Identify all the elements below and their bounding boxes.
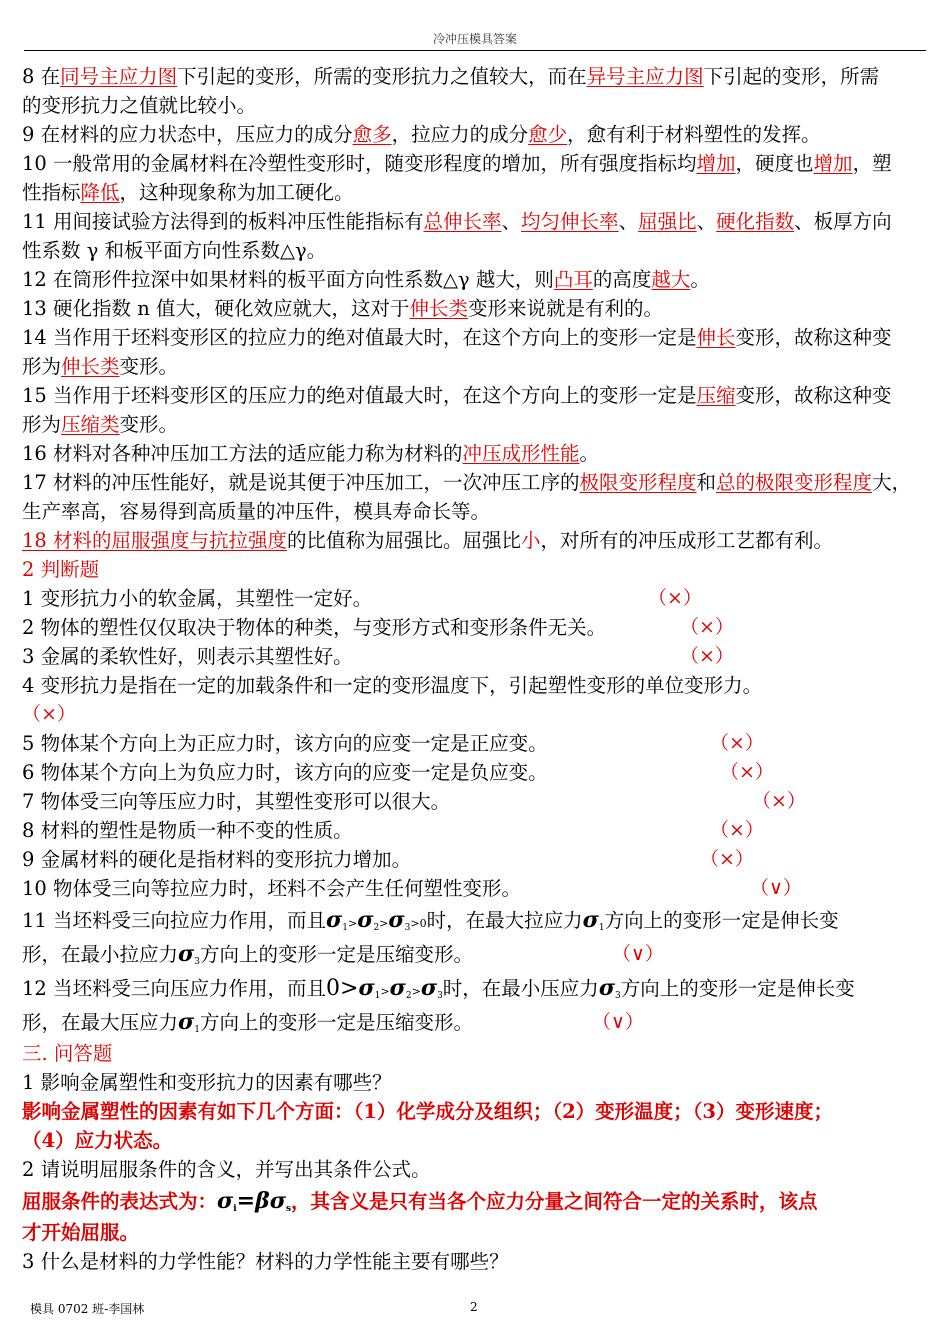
text: 下引起的变形，所需的变形抗力之值较大，而在 bbox=[177, 65, 587, 88]
judge-item-12-line2 bbox=[22, 1005, 930, 1039]
fill-q17-line1 bbox=[22, 468, 930, 497]
fill-q11-line1 bbox=[22, 207, 930, 236]
zero-symbol: 0 bbox=[419, 917, 427, 930]
text: 9 在材料的应力状态中，压应力的成分 bbox=[22, 123, 353, 146]
subscript: 2 bbox=[373, 923, 380, 933]
text: 变形，故称这种变 bbox=[735, 326, 892, 349]
judge-item-1 bbox=[22, 584, 930, 613]
fill-q14-line2 bbox=[22, 352, 930, 381]
answer: 增加 bbox=[813, 152, 853, 175]
text: 变形来说就是有利的。 bbox=[467, 297, 663, 320]
sigma-symbol: σ bbox=[217, 1188, 234, 1214]
answer: 降低 bbox=[80, 181, 120, 204]
text: 12 在筒形件拉深中如果材料的板平面方向性系数△γ 越大，则 bbox=[22, 268, 554, 291]
judge-text: 形，在最大压应力 bbox=[22, 1011, 179, 1034]
judge-item-3 bbox=[22, 642, 930, 671]
text: 、 bbox=[501, 210, 522, 233]
answer-text: ，其含义是只有当各个应力分量之间符合一定的关系时，该点 bbox=[291, 1190, 818, 1213]
gt-symbol: > bbox=[340, 976, 359, 1001]
fill-q18 bbox=[22, 526, 930, 555]
gt-symbol: > bbox=[411, 985, 421, 998]
answer: 伸长类 bbox=[61, 355, 120, 378]
judge-text: 方向上的变形一定是伸长变 bbox=[620, 977, 855, 1000]
answer: 小 bbox=[521, 529, 541, 552]
qa-answer-2-line1 bbox=[22, 1184, 930, 1218]
judge-text: 4 变形抗力是指在一定的加载条件和一定的变形温度下，引起塑性变形的单位变形力。 bbox=[22, 674, 763, 697]
answer: 硬化指数 bbox=[716, 210, 795, 233]
answer: 愈少 bbox=[528, 123, 568, 146]
judge-mark: （×） bbox=[752, 790, 806, 812]
fill-q15-line1 bbox=[22, 381, 930, 410]
text: ，对所有的冲压成形工艺都有利。 bbox=[540, 529, 834, 552]
fill-q9 bbox=[22, 120, 930, 149]
subscript: 2 bbox=[405, 991, 412, 1001]
answer: 同号主应力图 bbox=[60, 65, 178, 88]
sigma-symbol: σ bbox=[598, 975, 616, 1001]
gt-symbol: > bbox=[379, 917, 389, 930]
judge-item-7 bbox=[22, 787, 930, 816]
fill-q15-line2 bbox=[22, 410, 930, 439]
subscript: 3 bbox=[437, 991, 443, 1001]
judge-mark: （×） bbox=[720, 761, 774, 783]
sigma-symbol: σ bbox=[178, 941, 195, 967]
answer: 18 材料的屈服强度与抗拉强度 bbox=[22, 529, 288, 552]
text: ，愈有利于材料塑性的发挥。 bbox=[567, 123, 821, 146]
text: ，塑 bbox=[852, 152, 892, 175]
judge-mark: （×） bbox=[22, 703, 76, 725]
fill-q10-line2 bbox=[22, 178, 930, 207]
judge-text: 7 物体受三向等压应力时，其塑性变形可以很大。 bbox=[22, 790, 451, 813]
text: 、 bbox=[696, 210, 717, 233]
text: 、板厚方向 bbox=[794, 210, 892, 233]
judge-text: 时，在最大拉应力 bbox=[426, 909, 583, 932]
text: 17 材料的冲压性能好，就是说其便于冲压加工，一次冲压工序的 bbox=[22, 471, 580, 494]
answer: 压缩 bbox=[696, 384, 736, 407]
judge-text: 方向上的变形一定是压缩变形。 bbox=[199, 1011, 473, 1034]
fill-q14-line1 bbox=[22, 323, 930, 352]
page-header: 冷冲压模具答案 bbox=[24, 30, 926, 51]
subscript: 3 bbox=[194, 957, 200, 967]
answer: 屈强比 bbox=[638, 210, 697, 233]
yield-formula bbox=[217, 1190, 291, 1213]
text: 的比值称为屈强比。屈强比 bbox=[287, 529, 522, 552]
answer: 均匀伸长率 bbox=[521, 210, 619, 233]
text: 形为 bbox=[22, 413, 62, 436]
judge-item-4 bbox=[22, 671, 930, 700]
fill-q11-line2 bbox=[22, 236, 930, 265]
subscript: 1 bbox=[374, 991, 381, 1001]
text: 下引起的变形，所需 bbox=[703, 65, 880, 88]
text: 14 当作用于坯料变形区的拉应力的绝对值最大时，在这个方向上的变形一定是 bbox=[22, 326, 697, 349]
text: 13 硬化指数 n 值大，硬化效应就大，这对于 bbox=[22, 297, 410, 320]
gt-symbol: > bbox=[410, 917, 420, 930]
judge-item-11-line1 bbox=[22, 903, 930, 937]
subscript: 1 bbox=[342, 923, 348, 933]
judge-mark: （×） bbox=[680, 616, 734, 638]
answer: 越大 bbox=[651, 268, 691, 291]
text: 性指标 bbox=[22, 181, 81, 204]
qa-question-1: 1 影响金属塑性和变形抗力的因素有哪些？ bbox=[22, 1071, 392, 1094]
judge-item-9 bbox=[22, 845, 930, 874]
equals-symbol: = bbox=[236, 1188, 256, 1214]
judge-text: 1 变形抗力小的软金属，其塑性一定好。 bbox=[22, 587, 373, 610]
qa-answer-2-line2: 才开始屈服。 bbox=[22, 1221, 140, 1244]
text: 变形，故称这种变 bbox=[735, 384, 892, 407]
judge-item-2 bbox=[22, 613, 930, 642]
text: 11 用间接试验方法得到的板料冲压性能指标有 bbox=[22, 210, 424, 233]
subscript: s bbox=[285, 1204, 292, 1214]
subscript: 3 bbox=[404, 923, 411, 933]
judge-text: 8 材料的塑性是物质一种不变的性质。 bbox=[22, 819, 353, 842]
answer: 凸耳 bbox=[553, 268, 593, 291]
subscript: i bbox=[233, 1204, 237, 1214]
subscript: 3 bbox=[615, 991, 621, 1001]
sigma-symbol: σ bbox=[357, 907, 374, 933]
answer: 愈多 bbox=[352, 123, 392, 146]
sigma-symbol: σ bbox=[388, 907, 405, 933]
subscript: 1 bbox=[194, 1025, 200, 1035]
judge-item-5 bbox=[22, 729, 930, 758]
document-body bbox=[22, 62, 930, 1276]
sigma-symbol: σ bbox=[269, 1188, 286, 1214]
qa-answer-1-line2: （4）应力状态。 bbox=[22, 1129, 173, 1152]
judge-text: 2 物体的塑性仅仅取决于物体的种类，与变形方式和变形条件无关。 bbox=[22, 616, 607, 639]
sigma-symbol: σ bbox=[178, 1009, 195, 1035]
sigma-symbol: σ bbox=[389, 975, 406, 1001]
text: ，拉应力的成分 bbox=[391, 123, 529, 146]
judge-text: 9 金属材料的硬化是指材料的变形抗力增加。 bbox=[22, 848, 412, 871]
text: 、 bbox=[618, 210, 639, 233]
text: 性系数 γ 和板平面方向性系数△γ。 bbox=[22, 239, 327, 262]
judge-item-4-mark-line bbox=[22, 700, 930, 729]
judge-text: 3 金属的柔软性好，则表示其塑性好。 bbox=[22, 645, 353, 668]
answer-text: 屈服条件的表达式为： bbox=[22, 1190, 218, 1213]
fill-q8-line2 bbox=[22, 91, 930, 120]
answer: 异号主应力图 bbox=[586, 65, 704, 88]
gt-symbol: > bbox=[380, 985, 390, 998]
text: 的高度 bbox=[592, 268, 652, 291]
text: 8 在 bbox=[22, 65, 61, 88]
page-number: 2 bbox=[470, 1300, 478, 1314]
text: 。 bbox=[579, 442, 600, 465]
text: 生产率高，容易得到高质量的冲压件，模具寿命长等。 bbox=[22, 500, 491, 523]
answer: 增加 bbox=[696, 152, 736, 175]
judge-item-6 bbox=[22, 758, 930, 787]
fill-q17-line2 bbox=[22, 497, 930, 526]
judge-text: 6 物体某个方向上为负应力时，该方向的应变一定是负应变。 bbox=[22, 761, 548, 784]
beta-symbol: β bbox=[255, 1188, 270, 1214]
judge-mark: （×） bbox=[648, 587, 702, 609]
text: 的变形抗力之值就比较小。 bbox=[22, 94, 257, 117]
judge-mark: （×） bbox=[700, 848, 754, 870]
qa-question-3: 3 什么是材料的力学性能？材料的力学性能主要有哪些？ bbox=[22, 1250, 509, 1273]
judge-item-8 bbox=[22, 816, 930, 845]
text: ，硬度也 bbox=[735, 152, 814, 175]
fill-q10-line1 bbox=[22, 149, 930, 178]
judge-mark: （×） bbox=[710, 732, 764, 754]
judge-text: 10 物体受三向等拉应力时，坯料不会产生任何塑性变形。 bbox=[22, 877, 522, 900]
sigma-symbol: σ bbox=[420, 975, 438, 1001]
judge-item-12-line1 bbox=[22, 971, 930, 1005]
judge-mark: （∨） bbox=[612, 943, 664, 965]
answer: 极限变形程度 bbox=[579, 471, 697, 494]
text: 和 bbox=[696, 471, 717, 494]
fill-q8-line1 bbox=[22, 62, 930, 91]
section-title-qa: 三. 问答题 bbox=[22, 1042, 113, 1065]
sigma-symbol: σ bbox=[358, 975, 375, 1001]
sigma-symbol: σ bbox=[326, 907, 343, 933]
judge-text: 形，在最小拉应力 bbox=[22, 943, 179, 966]
qa-question-2: 2 请说明屈服条件的含义，并写出其条件公式。 bbox=[22, 1158, 431, 1181]
fill-q13 bbox=[22, 294, 930, 323]
judge-text: 时，在最小压应力 bbox=[442, 977, 599, 1000]
text: 16 材料对各种冲压加工方法的适应能力称为材料的 bbox=[22, 442, 463, 465]
judge-text: 11 当坯料受三向拉应力作用，而且 bbox=[22, 909, 327, 932]
judge-text: 方向上的变形一定是伸长变 bbox=[604, 909, 839, 932]
judge-text: 5 物体某个方向上为正应力时，该方向的应变一定是正应变。 bbox=[22, 732, 548, 755]
text: 。 bbox=[690, 268, 710, 291]
answer: 伸长类 bbox=[409, 297, 468, 320]
fill-q16 bbox=[22, 439, 930, 468]
sigma-symbol: σ bbox=[582, 907, 599, 933]
text: 变形。 bbox=[119, 413, 179, 436]
answer: 总伸长率 bbox=[423, 210, 502, 233]
judge-mark: （×） bbox=[710, 819, 764, 841]
section-title-judge: 2 判断题 bbox=[22, 558, 100, 581]
judge-item-11-line2 bbox=[22, 937, 930, 971]
judge-text: 12 当坯料受三向压应力作用，而且 bbox=[22, 977, 327, 1000]
text: 形为 bbox=[22, 355, 62, 378]
answer: 伸长 bbox=[696, 326, 736, 349]
gt-symbol: > bbox=[347, 917, 358, 930]
text: 大， bbox=[872, 471, 912, 494]
fill-q12 bbox=[22, 265, 930, 294]
answer: 总的极限变形程度 bbox=[716, 471, 873, 494]
text: 变形。 bbox=[119, 355, 179, 378]
judge-mark: （∨） bbox=[592, 1011, 644, 1033]
answer: 冲压成形性能 bbox=[462, 442, 580, 465]
judge-mark: （×） bbox=[680, 645, 734, 667]
subscript: 1 bbox=[598, 923, 605, 933]
zero-symbol: 0 bbox=[326, 976, 341, 1001]
judge-mark: （∨） bbox=[750, 877, 802, 899]
qa-answer-1-line1: 影响金属塑性的因素有如下几个方面：（1）化学成分及组织；（2）变形温度；（3）变形速度； bbox=[22, 1100, 833, 1123]
text: 15 当作用于坯料变形区的压应力的绝对值最大时，在这个方向上的变形一定是 bbox=[22, 384, 697, 407]
text: ，这种现象称为加工硬化。 bbox=[119, 181, 354, 204]
text: 10 一般常用的金属材料在冷塑性变形时，随变形程度的增加，所有强度指标均 bbox=[22, 152, 697, 175]
judge-text: 方向上的变形一定是压缩变形。 bbox=[199, 943, 473, 966]
footer-author: 模具 0702 班-李国林 bbox=[30, 1302, 145, 1316]
answer: 压缩类 bbox=[61, 413, 120, 436]
judge-item-10 bbox=[22, 874, 930, 903]
